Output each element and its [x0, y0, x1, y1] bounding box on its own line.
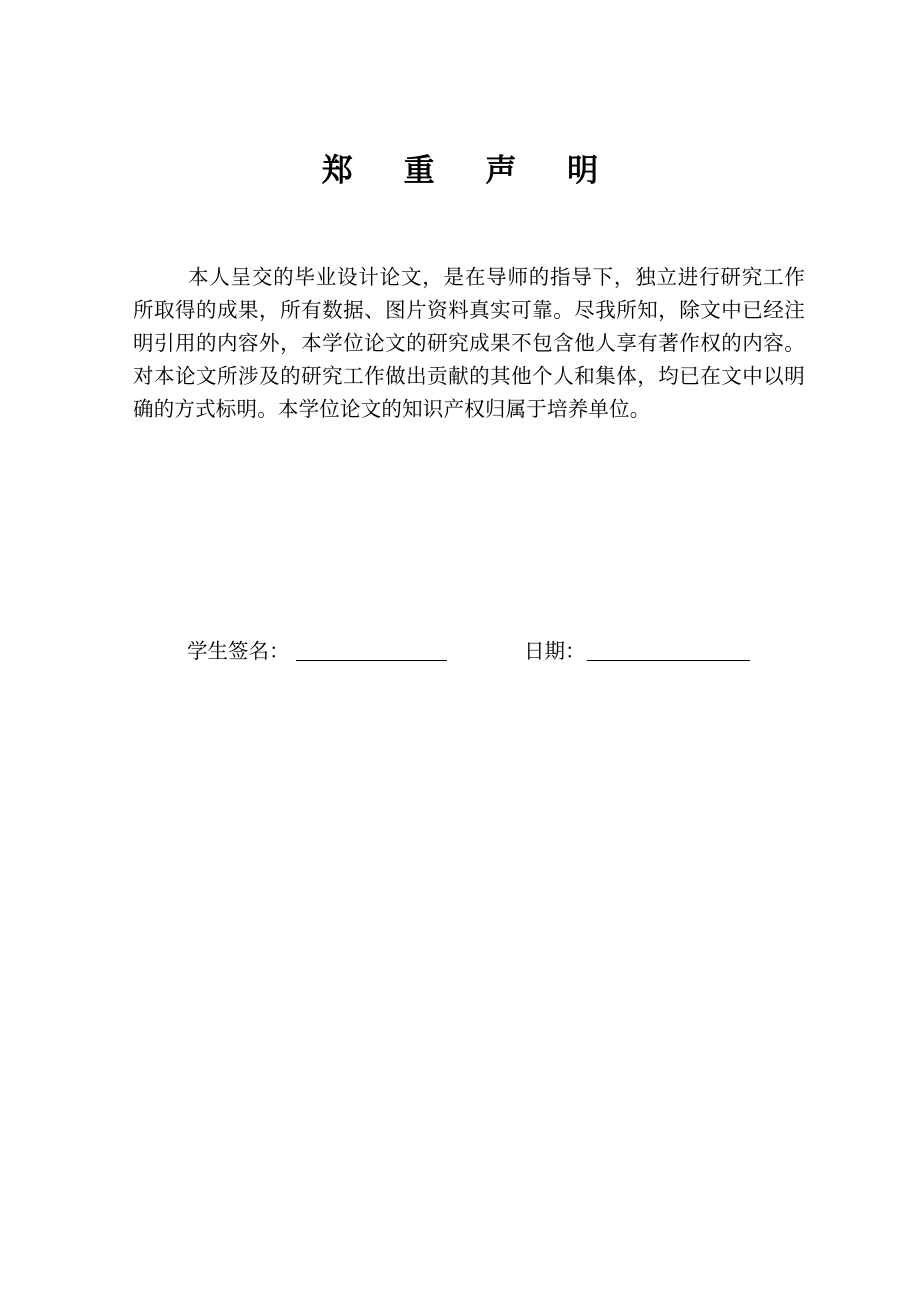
student-signature-label: 学生签名：	[187, 639, 290, 663]
student-signature-field[interactable]	[296, 660, 447, 661]
page-title: 郑 重 声 明	[321, 153, 619, 189]
signature-row	[0, 636, 920, 670]
declaration-paragraph: 本人呈交的毕业设计论文，是在导师的指导下，独立进行研究工作所取得的成果，所有数据、图片资料真实可靠。尽我所知，除文中已经注明引用的内容外，本学位论文的研究成果不包含他人享有著作权的内容。对本论文所涉及的研究工作做出贡献的其他个人和集体，均已在文中以明确的方式标明。本学位论文的知识产权归属于培养单位。	[133, 265, 805, 421]
date-field[interactable]	[587, 660, 750, 661]
date-label: 日期：	[524, 639, 586, 663]
